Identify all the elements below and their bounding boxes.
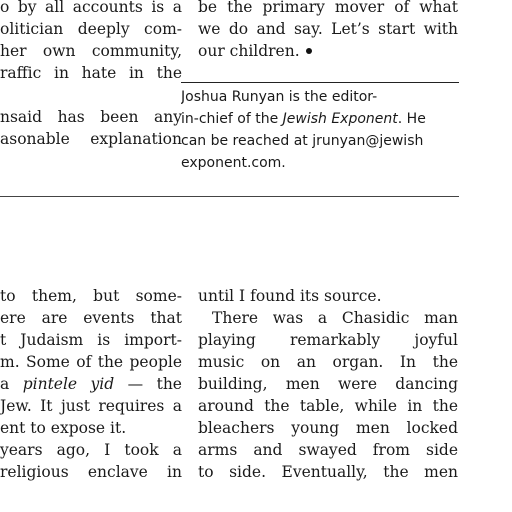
text-line: her own community, — [0, 42, 182, 60]
text-line: ere are events that — [0, 309, 182, 327]
text-line: olitician deeply com- — [0, 20, 182, 38]
author-bio — [181, 86, 461, 174]
bottom-right-column — [198, 285, 458, 483]
text-span: a — [0, 375, 23, 393]
bottom-left-column — [0, 285, 182, 483]
bio-line — [181, 108, 461, 130]
text-line: be the primary mover of what — [198, 0, 458, 16]
text-line: years ago, I took a — [0, 441, 182, 459]
text-line: ent to expose it. — [0, 419, 127, 437]
text-line: nsaid has been any — [0, 108, 182, 126]
bio-line: Joshua Runyan is the editor- — [181, 89, 378, 105]
text-line — [198, 40, 458, 62]
text-line: asonable explanation — [0, 130, 182, 148]
text-line: we do and say. Let’s start with — [198, 20, 458, 38]
closing-sentence: our children. — [198, 42, 300, 60]
top-left-column — [0, 0, 182, 150]
end-mark-icon — [306, 48, 312, 54]
text-line: m. Some of the people — [0, 353, 182, 371]
publication-name: Jewish Exponent — [282, 111, 398, 127]
bio-divider — [181, 82, 459, 83]
top-right-column — [198, 0, 458, 62]
text-line: There was a Chasidic man — [212, 309, 458, 327]
bio-line: exponent.com. — [181, 155, 286, 171]
text-line: raffic in hate in the — [0, 64, 182, 82]
bio-line: can be reached at jrunyan@jewish — [181, 133, 424, 149]
bio-text: . He — [397, 111, 426, 127]
bio-text: in-chief of the — [181, 111, 283, 127]
text-line: around the table, while in the — [198, 397, 458, 415]
text-line: t Judaism is import- — [0, 331, 182, 349]
text-line: music on an organ. In the — [198, 353, 458, 371]
text-line: o by all accounts is a — [0, 0, 182, 16]
text-line: religious enclave in — [0, 463, 182, 481]
text-line: to them, but some- — [0, 287, 182, 305]
text-line: arms and swayed from side — [198, 441, 458, 459]
text-span: — the — [114, 375, 182, 393]
italic-term: pintele yid — [22, 375, 115, 393]
text-line: building, men were dancing — [198, 375, 458, 393]
text-line: Jew. It just requires a — [0, 397, 182, 415]
text-line: to side. Eventually, the men — [198, 463, 458, 481]
text-line: playing remarkably joyful — [198, 331, 458, 349]
text-line: bleachers young men locked — [198, 419, 458, 437]
section-divider — [0, 196, 459, 197]
text-line: until I found its source. — [198, 287, 382, 305]
text-line — [0, 373, 182, 395]
text-line — [0, 84, 182, 106]
